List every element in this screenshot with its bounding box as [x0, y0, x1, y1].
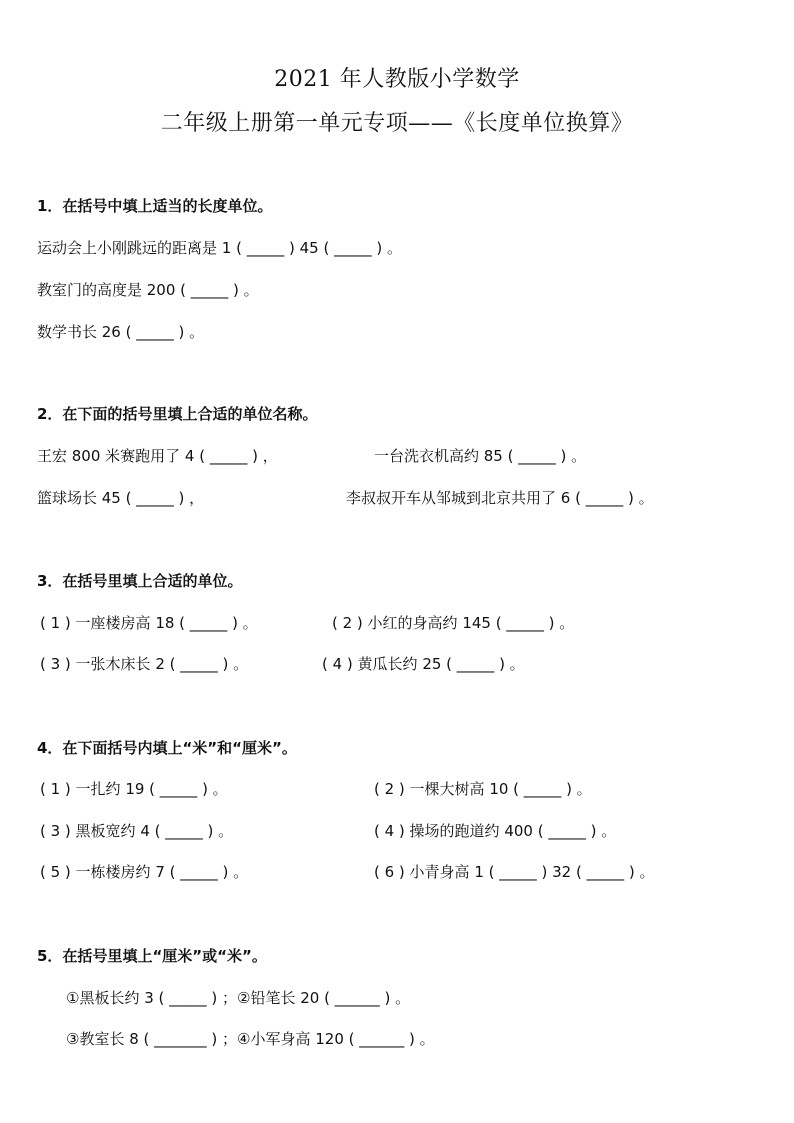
q3-row1-right: ( 2 ) 小红的身高约 145 ( _____ ) 。 [332, 614, 575, 632]
q2-row1-left: 王宏 800 米赛跑用了 4 ( _____ ) ， [37, 447, 278, 465]
q4-row2-left: ( 3 ) 黑板宽约 4 ( _____ ) 。 [40, 822, 234, 840]
q3-heading: 3．在括号里填上合适的单位。 [37, 572, 243, 590]
q4-row1-right: ( 2 ) 一棵大树高 10 ( _____ ) 。 [374, 780, 592, 798]
q3-row2-left: ( 3 ) 一张木床长 2 ( _____ ) 。 [40, 655, 249, 673]
q4-row2-right: ( 4 ) 操场的跑道约 400 ( _____ ) 。 [374, 822, 617, 840]
q5-line-2: ③教室长 8 ( _______ ) ；④小军身高 120 ( ______ ) 。 [66, 1030, 435, 1048]
q4-row1-left: ( 1 ) 一扎约 19 ( _____ ) 。 [40, 780, 228, 798]
q4-row3-right: ( 6 ) 小青身高 1 ( _____ ) 32 ( _____ ) 。 [374, 863, 655, 881]
q2-row1-right: 一台洗衣机高约 85 ( _____ ) 。 [374, 447, 587, 465]
q3-row2-right: ( 4 ) 黄瓜长约 25 ( _____ ) 。 [322, 655, 525, 673]
q1-line-2: 教室门的高度是 200 ( _____ ) 。 [37, 281, 259, 299]
q5-line-1: ①黑板长约 3 ( _____ ) ；②铅笔长 20 ( ______ ) 。 [66, 989, 411, 1007]
q5-heading: 5．在括号里填上“厘米”或“米”。 [37, 947, 267, 965]
document-subtitle: 二年级上册第一单元专项——《长度单位换算》 [160, 111, 634, 136]
q1-line-3: 数学书长 26 ( _____ ) 。 [37, 323, 205, 341]
q4-heading: 4．在下面括号内填上“米”和“厘米”。 [37, 739, 297, 757]
q2-heading: 2．在下面的括号里填上合适的单位名称。 [37, 405, 318, 423]
q1-line-1: 运动会上小刚跳远的距离是 1 ( _____ ) 45 ( _____ ) 。 [37, 239, 402, 257]
document-title: 2021 年人教版小学数学 [274, 67, 520, 92]
q3-row1-left: ( 1 ) 一座楼房高 18 ( _____ ) 。 [40, 614, 258, 632]
q2-row2-right: 李叔叔开车从邹城到北京共用了 6 ( _____ ) 。 [346, 489, 654, 507]
q4-row3-left: ( 5 ) 一栋楼房约 7 ( _____ ) 。 [40, 863, 249, 881]
q1-heading: 1．在括号中填上适当的长度单位。 [37, 197, 273, 215]
q2-row2-left: 篮球场长 45 ( _____ ) ， [37, 489, 205, 507]
